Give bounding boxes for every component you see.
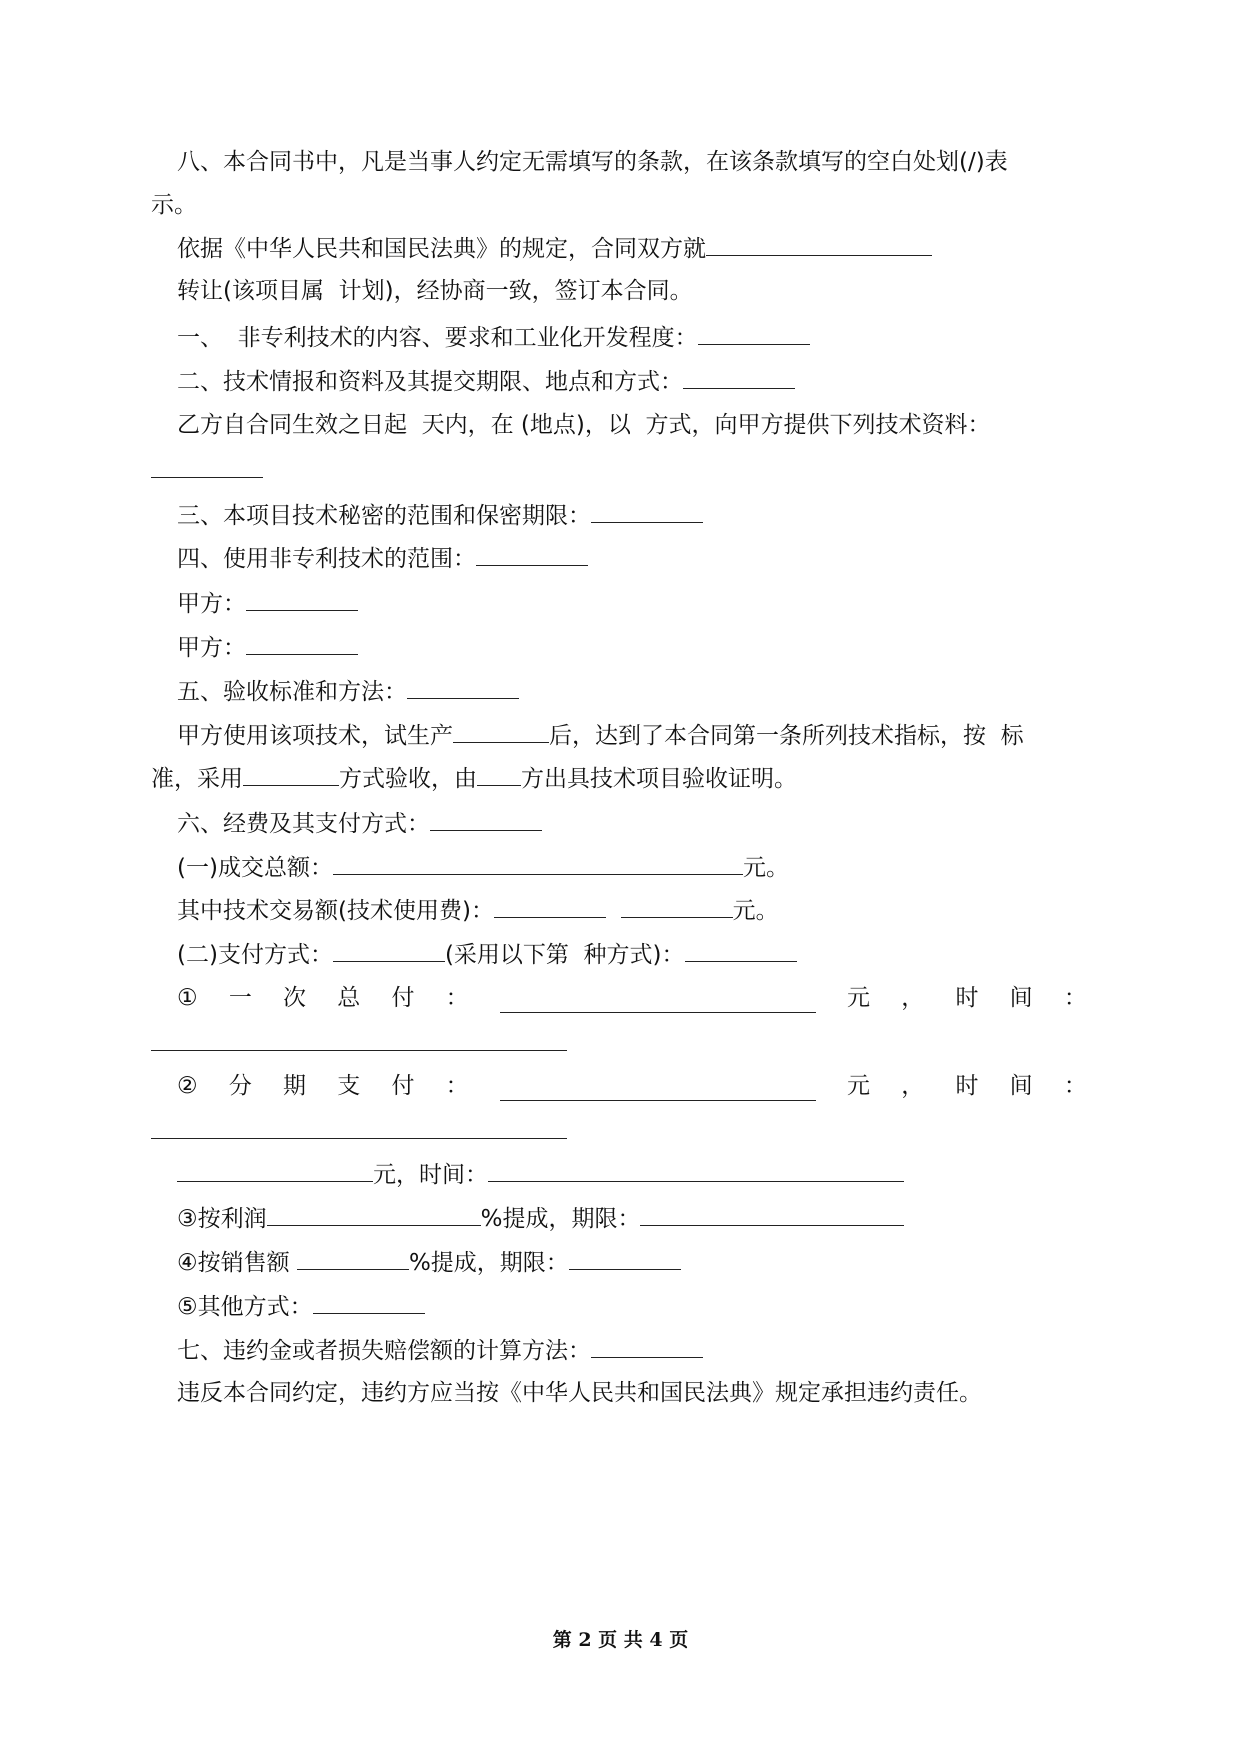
blank-field[interactable] [591, 1335, 703, 1358]
blank-field[interactable] [640, 1203, 904, 1226]
blank-field[interactable] [246, 632, 358, 655]
blank-field[interactable] [476, 543, 588, 566]
blank-field[interactable] [685, 939, 797, 962]
blank-field[interactable] [151, 455, 263, 478]
clause-8-cont: 示。 [151, 192, 197, 218]
installment-line: 元，时间： [177, 1159, 904, 1190]
blank-field[interactable] [430, 808, 542, 831]
payment-option-5: ⑤其他方式： [177, 1291, 425, 1322]
blank-field[interactable] [621, 895, 733, 918]
payment-option-2: ② 分 期 支 付 ： 元 ， 时 间 ： [177, 1073, 1087, 1099]
party-a-line-2: 甲方： [177, 632, 358, 663]
basis-line: 依据《中华人民共和国民法典》的规定，合同双方就 [177, 233, 932, 264]
clause-3: 三、本项目技术秘密的范围和保密期限： [177, 500, 703, 531]
blank-field[interactable] [333, 852, 743, 875]
blank-field[interactable] [407, 676, 519, 699]
blank-field[interactable] [488, 1159, 904, 1182]
materials-blank-line [151, 455, 263, 486]
payment-option-1-blank [151, 1028, 567, 1059]
tech-fee-line: 其中技术交易额(技术使用费)： 元。 [177, 895, 779, 926]
blank-field[interactable] [297, 1247, 409, 1270]
blank-field[interactable] [313, 1291, 425, 1314]
payment-method-line: (二)支付方式： (采用以下第 种方式)： [177, 939, 797, 970]
transfer-line: 转让(该项目属 计划)，经协商一致，签订本合同。 [177, 278, 693, 304]
clause-5: 五、验收标准和方法： [177, 676, 519, 707]
page-number-footer: 第 2 页 共 4 页 [552, 1629, 689, 1651]
acceptance-line: 甲方使用该项技术，试生产 后，达到了本合同第一条所列技术指标，按 标 [177, 720, 1024, 751]
clause-8: 八、本合同书中，凡是当事人约定无需填写的条款，在该条款填写的空白处划(/)表 [177, 149, 1008, 175]
blank-field[interactable] [267, 1203, 481, 1226]
blank-field[interactable] [246, 588, 358, 611]
blank-field[interactable] [151, 1116, 567, 1139]
clause-7: 七、违约金或者损失赔偿额的计算方法： [177, 1335, 703, 1366]
clause-4: 四、使用非专利技术的范围： [177, 543, 588, 574]
blank-field[interactable] [494, 895, 606, 918]
party-a-line-1: 甲方： [177, 588, 358, 619]
liability-line: 违反本合同约定，违约方应当按《中华人民共和国民法典》规定承担违约责任。 [177, 1380, 982, 1406]
blank-field[interactable] [477, 763, 521, 786]
blank-field[interactable] [706, 233, 932, 256]
blank-field[interactable] [500, 1078, 816, 1101]
acceptance-line-cont: 准，采用 方式验收，由 方出具技术项目验收证明。 [151, 763, 797, 794]
blank-field[interactable] [333, 939, 445, 962]
payment-option-3: ③按利润 %提成，期限： [177, 1203, 904, 1234]
blank-field[interactable] [683, 366, 795, 389]
total-amount-line: (一)成交总额： 元。 [177, 852, 789, 883]
clause-2: 二、技术情报和资料及其提交期限、地点和方式： [177, 366, 795, 397]
payment-option-4: ④按销售额 %提成，期限： [177, 1247, 681, 1278]
blank-field[interactable] [698, 322, 810, 345]
blank-field[interactable] [151, 1028, 567, 1051]
blank-field[interactable] [569, 1247, 681, 1270]
blank-field[interactable] [177, 1159, 373, 1182]
blank-field[interactable] [500, 990, 816, 1013]
blank-field[interactable] [453, 720, 549, 743]
blank-field[interactable] [243, 763, 339, 786]
clause-6: 六、经费及其支付方式： [177, 808, 542, 839]
clause-1: 一、 非专利技术的内容、要求和工业化开发程度： [177, 322, 810, 353]
payment-option-1: ① 一 次 总 付 ： 元 ， 时 间 ： [177, 985, 1087, 1011]
materials-line: 乙方自合同生效之日起 天内，在 (地点)，以 方式，向甲方提供下列技术资料： [177, 412, 991, 438]
blank-field[interactable] [591, 500, 703, 523]
payment-option-2-blank [151, 1116, 567, 1147]
